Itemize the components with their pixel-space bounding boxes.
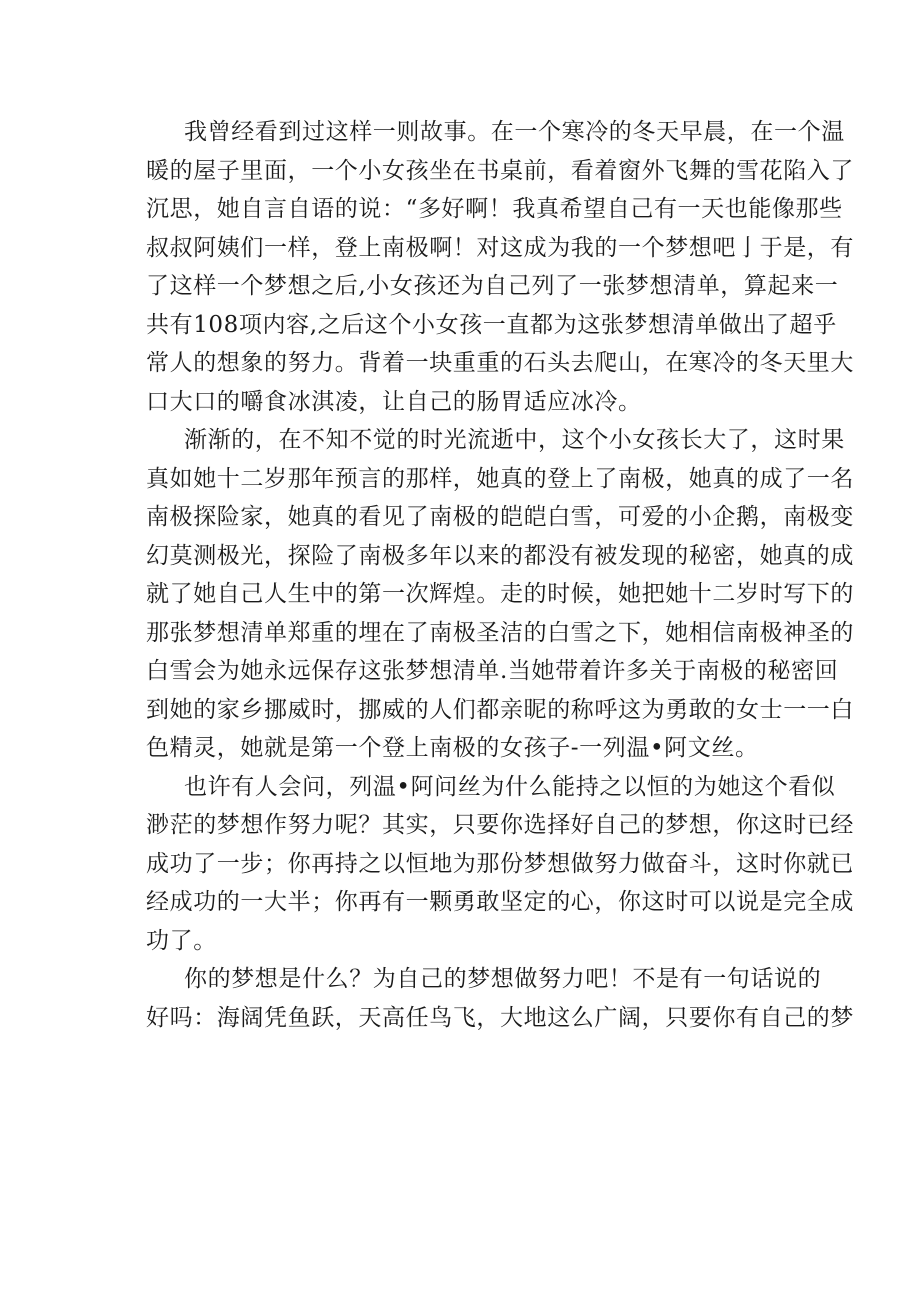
text-line: 常人的想象的努力。背着一块重重的石头去爬山，在寒冷的冬天里大 xyxy=(146,350,854,376)
text-line: 南极探险家，她真的看见了南极的皑皑白雪，可爱的小企鹅，南极变 xyxy=(146,504,854,530)
text-line: 渺茫的梦想作努力呢？其实，只要你选择好自己的梦想，你这时已经 xyxy=(146,812,854,838)
text-line: 就了她自己人生中的第一次辉煌。走的时候，她把她十二岁时写下的 xyxy=(146,581,854,607)
text-line: 也许有人会问，列温•阿问丝为什么能持之以恒的为她这个看似 xyxy=(184,773,836,800)
text-line: 幻莫测极光，探险了南极多年以来的都没有被发现的秘密，她真的成 xyxy=(146,542,854,569)
paragraph xyxy=(146,113,854,421)
text-line: 真如她十二岁那年预言的那样，她真的登上了南极，她真的成了一名 xyxy=(146,465,854,492)
text-line: 沉思，她自言自语的说：“多好啊！我真希望自己有一天也能像那些 xyxy=(146,196,843,222)
document-body xyxy=(146,113,854,1037)
text-line: 口大口的嚼食冰淇凌，让自己的肠胃适应冰冷。 xyxy=(146,388,642,415)
text-line: 叔叔阿姨们一样，登上南极啊！对这成为我的一个梦想吧亅于是，有 xyxy=(146,234,854,261)
text-line: 暖的屋子里面，一个小女孩坐在书桌前，看着窗外飞舞的雪花陷入了 xyxy=(146,157,854,184)
text-line: 成功了一步；你再持之以恒地为那份梦想做努力做奋斗，这时你就已 xyxy=(146,850,854,877)
text-line: 了这样一个梦想之后,小女孩还为自己列了一张梦想清单，算起来一 xyxy=(146,273,839,299)
paragraph xyxy=(146,960,854,1037)
text-line: 我曾经看到过这样一则故事。在一个寒冷的冬天早晨，在一个温 xyxy=(184,119,845,145)
text-line: 渐渐的，在不知不觉的时光流逝中，这个小女孩长大了，这时果 xyxy=(184,427,845,453)
text-line: 那张梦想清单郑重的埋在了南极圣洁的白雪之下，她相信南极神圣的 xyxy=(146,619,854,646)
text-line: 共有108项内容,之后这个小女孩一直都为这张梦想清单做出了超乎 xyxy=(146,311,837,338)
text-line: 经成功的一大半；你再有一颗勇敢坚定的心，你这时可以说是完全成 xyxy=(146,889,854,915)
paragraph xyxy=(146,421,854,768)
text-line: 色精灵，她就是第一个登上南极的女孩子-一列温•阿文丝。 xyxy=(146,735,759,761)
text-line: 你的梦想是什么？为自己的梦想做努力吧！不是有一句话说的 xyxy=(184,966,822,992)
text-line: 到她的家乡挪威时，挪威的人们都亲昵的称呼这为勇敢的女士一一白 xyxy=(146,696,854,723)
text-line: 好吗：海阔凭鱼跃，天高任鸟飞，大地这么广阔，只要你有自己的梦 xyxy=(146,1004,854,1031)
paragraph xyxy=(146,768,854,961)
text-line: 功了。 xyxy=(146,927,217,954)
text-line: 白雪会为她永远保存这张梦想清单.当她带着许多关于南极的秘密回 xyxy=(146,658,839,684)
